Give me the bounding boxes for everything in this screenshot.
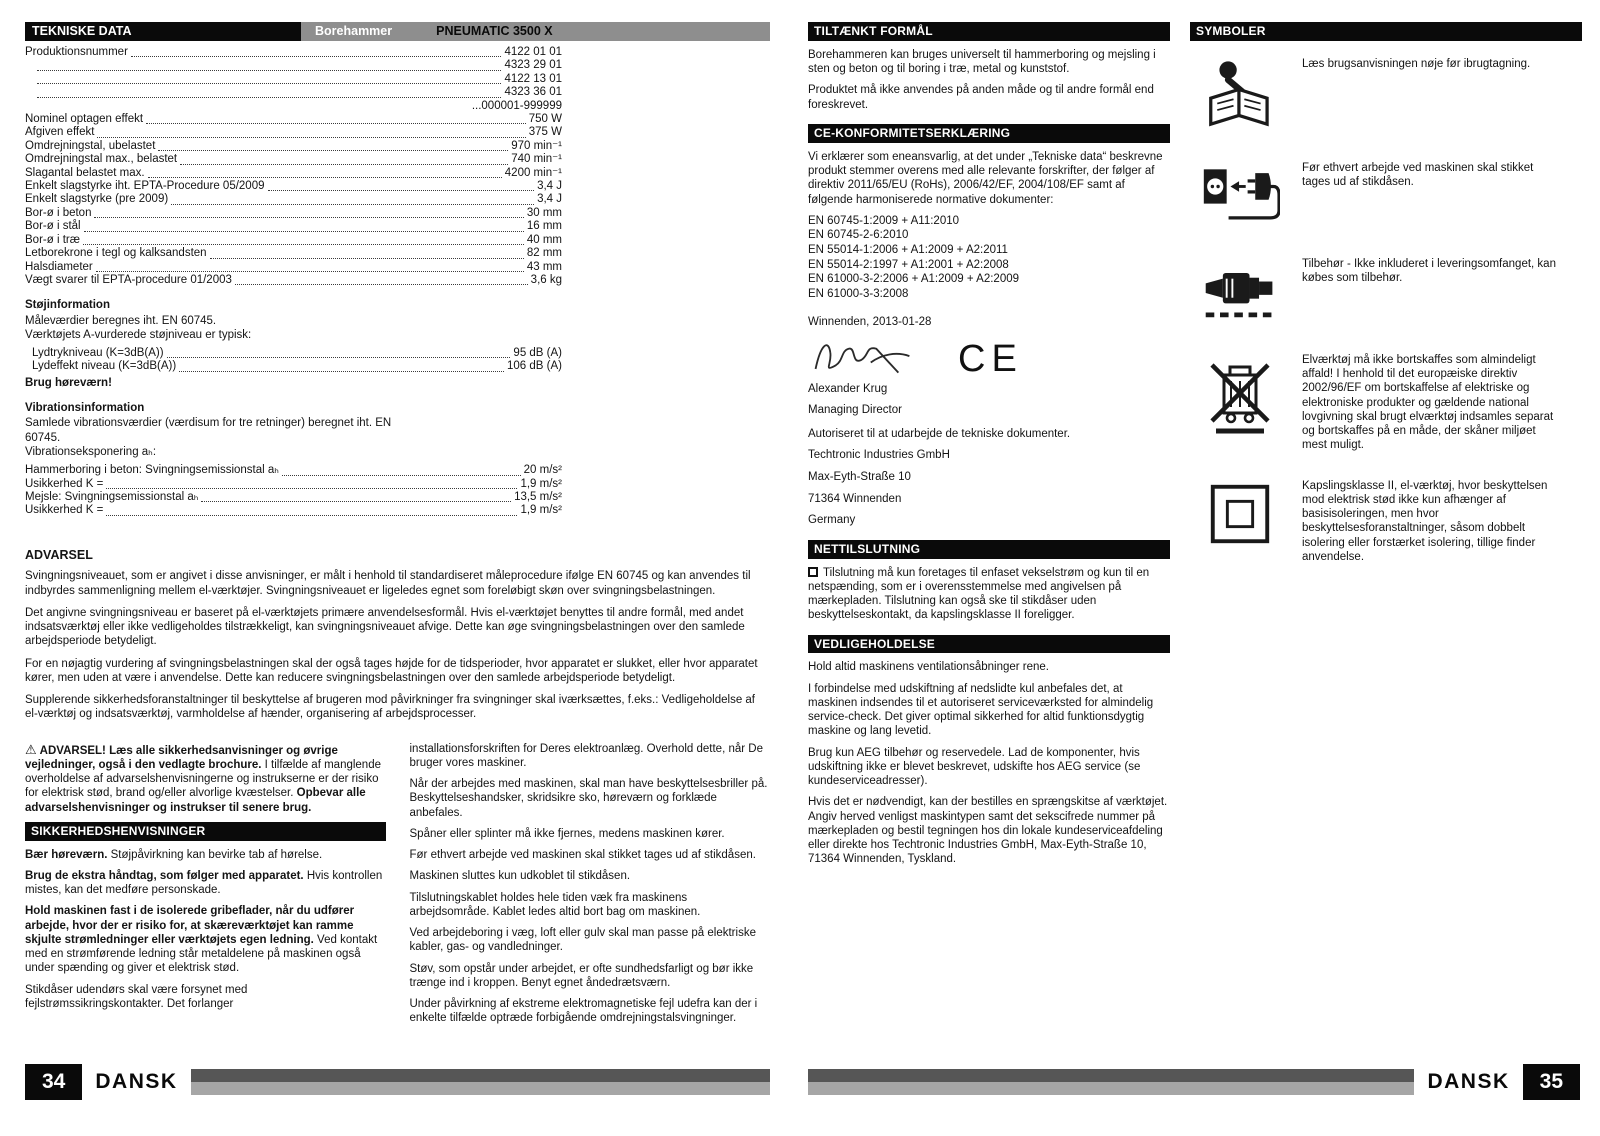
spec-row: Halsdiameter 43 mm	[25, 260, 562, 273]
header-model: PNEUMATIC 3500 X	[436, 23, 553, 38]
spec-row: Enkelt slagstyrke iht. EPTA-Procedure 05/2009 3,4 J	[25, 180, 562, 193]
page-number: 35	[1523, 1064, 1580, 1100]
warning-bold: ADVARSEL! Læs alle sikkerhedsanvisninger og øvrige vejledninger, også i den vedlagte brochure.	[25, 744, 338, 771]
header-strip	[301, 22, 770, 41]
footer-stripe	[808, 1069, 1414, 1095]
safety-item: Hold maskinen fast i de isolerede gribeflader, når du udfører arbejde, hvor der er risiko for, at skæreværktøjet kan ramme skjulte strømledninger eller værktøjets egen ledning. Ved kontakt med en strømførende ledning står metaldelene på maskinen også under spænding og giver et elektrisk stød.	[25, 905, 378, 975]
dotted-leader	[37, 70, 501, 71]
dotted-leader	[94, 217, 523, 218]
maintenance-paragraph: Brug kun AEG tilbehør og reservedele. Lad de komponenter, hvis udskiftning ikke er blevet beskrevet, udskifte hos AEG service (se kundeserviceadresser).	[808, 746, 1141, 788]
standards-list	[808, 214, 1170, 302]
company-address: Max-Eyth-Straße 10	[808, 470, 911, 483]
safety-paragraph: installationsforskriften for Deres elektroanlæg. Overhold dette, når De bruger vores maskiner.	[409, 742, 763, 769]
symbol-item	[1190, 161, 1582, 231]
symbol-text: Før ethvert arbejde ved maskinen skal stikket tages ud af stikdåsen.	[1302, 161, 1534, 189]
spec-row: Afgiven effekt 375 W	[25, 126, 562, 139]
header-title: TEKNISKE DATA	[25, 22, 301, 41]
spec-row: Hammerboring i beton: Svingningsemissionstal aₕ 20 m/s²	[25, 464, 562, 477]
spec-row: Nominel optagen effekt 750 W	[25, 113, 562, 126]
dotted-leader	[268, 190, 535, 191]
spec-row: Omdrejningstal, ubelastet 970 min⁻¹	[25, 139, 562, 152]
mains-heading: NETTILSLUTNING	[808, 540, 1170, 559]
dotted-leader	[235, 284, 528, 285]
authorized-line: Autoriseret til at udarbejde de tekniske dokumenter.	[808, 428, 1071, 441]
safety-item: Bær høreværn. Støjpåvirkning kan bevirke tab af hørelse.	[25, 848, 323, 861]
ce-declaration-heading: CE-KONFORMITETSERKLÆRING	[808, 124, 1170, 143]
class2-double-insulation-icon	[1190, 479, 1290, 565]
mains-paragraph: Tilslutning må kun foretages til enfaset vekselstrøm og kun til en netspænding, som er i overensstemmelse med angivelsen på mærkepladen. Tilslutning kan også ske til stikdåser uden beskyttelseskontakt, da kapslingsklasse II foreligger.	[808, 566, 1150, 622]
spec-row: Bor-ø i stål 16 mm	[25, 220, 562, 233]
standard-line: EN 61000-3-2:2006 + A1:2009 + A2:2009	[808, 273, 1020, 286]
vibration-line: Samlede vibrationsværdier (værdisum for tre retninger) beregnet iht. EN 60745.	[25, 417, 392, 444]
place-date: Winnenden, 2013-01-28	[808, 316, 932, 329]
spec-row: 4323 36 01	[25, 86, 562, 99]
unplug-icon	[1190, 161, 1290, 231]
intended-use-paragraph: Produktet må ikke anvendes på anden måde og til andre formål end foreskrevet.	[808, 84, 1154, 111]
noise-heading: Støjinformation	[25, 299, 110, 312]
advarsel-heading: ADVARSEL	[25, 547, 93, 562]
standard-line: EN 55014-2:1997 + A1:2001 + A2:2008	[808, 258, 1009, 271]
language-label: DANSK	[95, 1069, 178, 1093]
advarsel-paragraph: For en nøjagtig vurdering af svingningsbelastningen skal der også tages højde for de tidsperioder, hvor apparatet er slukket, eller hvor apparatet kører, men uden at være i anvendelse. Dette kan reducere svingningsbelastningen over den samlede arbejdsperiode betydeligt.	[25, 657, 758, 684]
dotted-leader	[148, 177, 502, 178]
spec-row: Slagantal belastet max. 4200 min⁻¹	[25, 166, 562, 179]
safety-paragraph: Maskinen sluttes kun udkoblet til stikdåsen.	[409, 870, 631, 883]
safety-columns	[25, 742, 770, 1033]
page-35-symbols	[1190, 0, 1582, 590]
standard-line: EN 61000-3-3:2008	[808, 287, 909, 300]
hearing-protection-warning: Brug høreværn!	[25, 376, 112, 389]
dotted-leader	[84, 231, 524, 232]
safety-item: Stikdåser udendørs skal være forsynet med fejlstrømssikringskontakter. Det forlanger	[25, 983, 248, 1010]
general-warning-note	[25, 742, 386, 815]
spec-row: Bor-ø i træ 40 mm	[25, 233, 562, 246]
footer-left	[25, 1064, 770, 1100]
maintenance-heading: VEDLIGEHOLDELSE	[808, 635, 1170, 654]
spec-row: Usikkerhed K = 1,9 m/s²	[25, 504, 562, 517]
ce-intro: Vi erklærer som eneansvarlig, at det under „Tekniske data“ beskrevne produkt stemmer overens med alle relevante forskrifter, der følger af direktiv 2011/65/EU (RoHs), 2006/42/EF, 2004/108/EF samt af følgende harmoniserede normative dokumenter:	[808, 150, 1163, 206]
vibration-line: Vibrationseksponering aₕ:	[25, 445, 157, 458]
dotted-leader	[37, 97, 501, 98]
dotted-leader	[97, 137, 525, 138]
accessory-icon	[1190, 257, 1290, 327]
read-manual-icon	[1190, 57, 1290, 135]
noise-spec-list	[25, 347, 562, 374]
intended-use-paragraph: Borehammeren kan bruges universelt til hammerboring og mejsling i sten og beton og til boring i træ, metal og kunststof.	[808, 48, 1156, 76]
spec-row: Vægt svarer til EPTA-procedure 01/2003 3,6 kg	[25, 273, 562, 286]
spec-row: Omdrejningstal max., belastet 740 min⁻¹	[25, 153, 562, 166]
warning-text: I tilfælde af manglende overholdelse af advarselshenvisningerne og instrukserne er der risiko for elektrisk stød, brand og/eller alvorlige kvæstelser.	[25, 758, 381, 800]
safety-paragraph: Ved arbejdeboring i væg, loft eller gulv skal man passe på elektriske kabler, gas- og vandledninger.	[409, 927, 756, 954]
spec-row: Bor-ø i beton 30 mm	[25, 206, 562, 219]
standard-line: EN 55014-1:2006 + A1:2009 + A2:2011	[808, 243, 1008, 256]
safety-paragraph: Før ethvert arbejde ved maskinen skal stikket tages ud af stikdåsen.	[409, 849, 756, 861]
dotted-leader	[131, 56, 502, 57]
dotted-leader	[171, 204, 534, 205]
spec-row: Usikkerhed K = 1,9 m/s²	[25, 477, 562, 490]
signature	[808, 334, 928, 380]
symbol-text: Elværktøj må ikke bortskaffes som almindeligt affald! I henhold til det europæiske direktiv 2002/96/EF om bortskaffelse af elektriske og elektroniske produkter og gældende national lovgivning skal brugt elværktøj indsamles separat og bortskaffes på en måde, der skåner miljøet mest muligt.	[1302, 353, 1554, 452]
dotted-leader	[83, 244, 524, 245]
dotted-leader	[210, 258, 524, 259]
tech-spec-list	[25, 46, 562, 287]
spec-row: 4323 29 01	[25, 59, 562, 72]
symbols-heading: SYMBOLER	[1190, 22, 1582, 41]
symbol-text: Kapslingsklasse II, el-værktøj, hvor beskyttelsen mod elektrisk stød ikke kun afhænger af basisisoleringen, men hvor beskyttelsesforanstaltninger, såsom dobbelt isolering eller forstærket isolering, tillige finder anvendelse.	[1302, 479, 1548, 563]
square-icon	[808, 567, 818, 577]
signatory-name: Alexander Krug	[808, 382, 888, 395]
page-34	[25, 0, 770, 1033]
dotted-leader	[96, 271, 524, 272]
safety-col-left	[25, 742, 386, 1033]
weee-crossed-bin-icon	[1190, 353, 1290, 453]
dotted-leader	[180, 164, 508, 165]
spec-row: Produktionsnummer 4122 01 01	[25, 46, 562, 58]
standard-line: EN 60745-1:2009 + A11:2010	[808, 214, 960, 227]
spec-row: 4122 13 01	[25, 73, 562, 86]
dotted-leader	[146, 123, 526, 124]
advarsel-paragraph: Det angivne svingningsniveau er baseret på el-værktøjets primære anvendelsesformål. Hvis el-værktøjet benyttes til andre formål, med andet indsatsværktøj eller ikke vedligeholdes tilstrækkeligt, kan svingningsniveauet afvige. Dette kan øge svingningsbelastningen over den samlede arbejdsperiode betydeligt.	[25, 606, 745, 648]
symbol-item	[1190, 479, 1582, 565]
spec-row: Mejsle: Svingningsemissionstal aₕ 13,5 m/s²	[25, 490, 562, 503]
warning-bold: Opbevar alle advarselshenvisninger og instrukser til senere brug.	[25, 787, 366, 814]
symbol-item	[1190, 353, 1582, 453]
noise-line: Værktøjets A-vurderede støjniveau er typisk:	[25, 328, 252, 341]
company-name: Techtronic Industries GmbH	[808, 449, 950, 462]
language-label: DANSK	[1427, 1069, 1510, 1093]
company-address: 71364 Winnenden	[808, 492, 902, 505]
safety-paragraph: Når der arbejdes med maskinen, skal man have beskyttelsesbriller på. Beskyttelseshandsker, skridsikre sko, høreværn og forklæde anbefales.	[409, 778, 768, 819]
noise-line: Måleværdier beregnes iht. EN 60745.	[25, 314, 217, 327]
symbol-text: Læs brugsanvisningen nøje før ibrugtagning.	[1302, 57, 1531, 70]
warning-triangle-icon: ⚠	[25, 741, 37, 757]
dotted-leader	[106, 488, 517, 489]
dotted-leader	[282, 475, 521, 476]
symbol-item	[1190, 257, 1582, 327]
advarsel-paragraph: Supplerende sikkerhedsforanstaltninger til beskyttelse af brugeren mod påvirkninger fra svingninger skal iværksættes, f.eks.: Vedligeholdelse af el-værktøj og indsatsværktøj, varmholdelse af hænder, organisering af arbejdsprocesser.	[25, 694, 755, 721]
safety-col-right	[410, 742, 771, 1033]
safety-paragraph: Spåner eller splinter må ikke fjernes, medens maskinen kører.	[409, 827, 725, 840]
safety-heading: SIKKERHEDSHENVISNINGER	[25, 822, 386, 841]
signature-row	[808, 334, 1170, 380]
dotted-leader	[167, 357, 511, 358]
safety-paragraph: Under påvirkning af ekstreme elektromagnetiske fejl udefra kan der i enkelte tilfælde optræde forbigående omdrejningstalsvingninger.	[409, 998, 758, 1025]
footer-right	[808, 1064, 1580, 1100]
spec-row: Lydeffekt niveau (K=3dB(A)) 106 dB (A)	[32, 360, 562, 373]
dotted-leader	[158, 150, 508, 151]
advarsel-paragraph: Svingningsniveauet, som er angivet i disse anvisninger, er målt i henhold til standardiseret måleprocedure ifølge EN 60745 og kan anvendes til indbyrdes sammenligning mellem el-værktøjer. Svingningsniveauet er ligeledes egnet som foreløbigt skøn over svingningsbelastningen.	[25, 570, 751, 597]
safety-paragraph: Tilslutningskablet holdes hele tiden væk fra maskinens arbejdsområde. Kablet ledes altid bort bag om maskinen.	[409, 891, 701, 918]
maintenance-paragraph: Hvis det er nødvendigt, kan der bestilles en sprængskitse af værktøjet. Angiv herved venligst maskintypen samt det sekscifrede nummer på mærkepladen og bestil tegningen hos din lokale kundeserviceafdeling eller direkte hos Techtronic Industries GmbH, Max-Eyth-Straße 10, 71364 Winnenden, Tyskland.	[808, 796, 1168, 866]
dotted-leader	[37, 83, 501, 84]
signatory-title: Managing Director	[808, 403, 902, 416]
spec-row: Enkelt slagstyrke (pre 2009) 3,4 J	[25, 193, 562, 206]
dotted-leader	[106, 515, 517, 516]
symbol-item	[1190, 57, 1582, 135]
header-category: Borehammer	[315, 23, 393, 38]
page-number: 34	[25, 1064, 82, 1100]
spec-row: ...000001-999999	[471, 99, 562, 112]
spec-row: Letborekrone i tegl og kalksandsten 82 mm	[25, 247, 562, 260]
maintenance-paragraph: Hold altid maskinens ventilationsåbninger rene.	[808, 661, 1050, 674]
spec-row: Lydtrykniveau (K=3dB(A)) 95 dB (A)	[32, 347, 562, 360]
dotted-leader	[179, 371, 504, 372]
company-address: Germany	[808, 514, 856, 527]
ce-mark: CE	[958, 337, 1023, 380]
vibration-spec-list	[25, 464, 562, 518]
footer-stripe	[191, 1069, 770, 1095]
safety-item: Brug de ekstra håndtag, som følger med apparatet. Hvis kontrollen mistes, kan det medføre personskade.	[25, 869, 383, 897]
safety-paragraph: Støv, som opstår under arbejdet, er ofte sundhedsfarligt og bør ikke trænge ind i kroppen. Benyt egnet åndedrætsværn.	[409, 962, 754, 989]
standard-line: EN 60745-2-6:2010	[808, 229, 909, 242]
vibration-heading: Vibrationsinformation	[25, 402, 145, 415]
symbol-text: Tilbehør - Ikke inkluderet i leveringsomfanget, kan købes som tilbehør.	[1302, 257, 1556, 285]
maintenance-paragraph: I forbindelse med udskiftning af nedslidte kul anbefales det, at maskinen indsendes til et autoriseret serviceværksted for almindelig service-check. Det giver optimal sikkerhed for altid funktionsdygtig maskine og lang levetid.	[808, 682, 1154, 738]
page-35-main	[808, 0, 1170, 874]
intended-use-heading: TILTÆNKT FORMÅL	[808, 22, 1170, 41]
tech-data-header	[25, 22, 770, 41]
dotted-leader	[201, 501, 511, 502]
